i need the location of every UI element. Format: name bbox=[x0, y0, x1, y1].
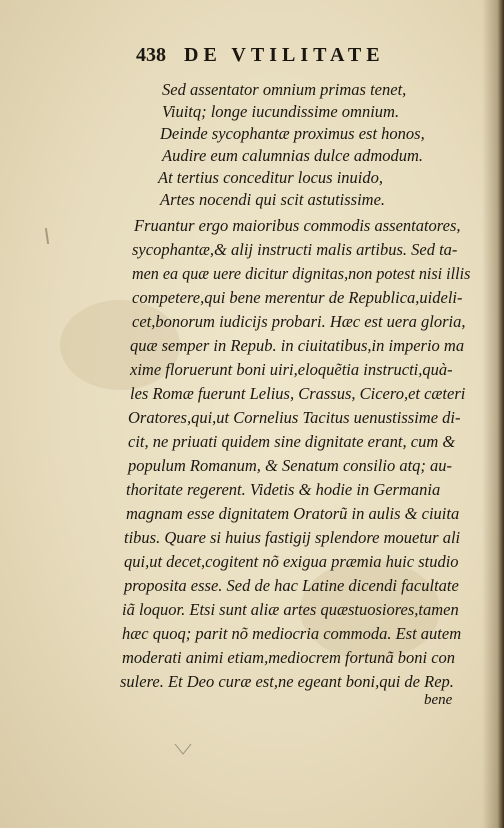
page-gutter bbox=[482, 0, 504, 828]
prose-line: hæc quoq; parit nõ mediocria commoda. Est autem bbox=[122, 624, 462, 643]
prose-line: men ea quæ uere dicitur dignitas,non potest nisi illis bbox=[132, 264, 471, 283]
pencil-mark bbox=[174, 742, 192, 756]
prose-line: xime floruerunt boni uiri,eloquẽtia instructi,quà- bbox=[130, 360, 453, 379]
running-head: DE VTILITATE bbox=[184, 44, 385, 66]
page-number: 438 bbox=[136, 44, 166, 66]
prose-line: Fruantur ergo maioribus commodis assentatores, bbox=[134, 216, 461, 235]
prose-line: quæ semper in Repub. in ciuitatibus,in imperio ma bbox=[130, 336, 465, 355]
prose-line: proposita esse. Sed de hac Latine dicendi facultate bbox=[124, 576, 459, 595]
prose-line: cit, ne priuati quidem sine dignitate erant, cum & bbox=[128, 432, 456, 451]
prose-line: populum Romanum, & Senatum consilio atq; au- bbox=[128, 456, 453, 475]
prose-line: competere,qui bene merentur de Republica,uideli- bbox=[132, 288, 463, 307]
prose-line: tibus. Quare si huius fastigij splendore mouetur ali bbox=[124, 528, 461, 547]
prose-line: sulere. Et Deo curæ est,ne egeant boni,qui de Rep. bbox=[120, 672, 454, 691]
verse-line: Artes nocendi qui scit astutissime. bbox=[160, 190, 386, 209]
prose-line: cet,bonorum iudicijs probari. Hæc est uera gloria, bbox=[132, 312, 466, 331]
prose-line: Oratores,qui,ut Cornelius Tacitus uenustissime di- bbox=[128, 408, 461, 427]
prose-line: sycophantæ,& alij instructi malis artibus. Sed ta- bbox=[132, 240, 458, 259]
page-header bbox=[136, 44, 466, 67]
verse-line: Audire eum calumnias dulce admodum. bbox=[162, 146, 424, 165]
verse-line: Viuitq; longe iucundissime omnium. bbox=[162, 102, 400, 121]
prose-line: qui,ut decet,cogitent nõ exigua præmia huic studio bbox=[124, 552, 459, 571]
verse-line: Sed assentator omnium primas tenet, bbox=[162, 80, 407, 99]
verse-line: Deinde sycophantæ proximus est honos, bbox=[160, 124, 425, 143]
prose-line: iã loquor. Etsi sunt aliæ artes quæstuosiores,tamen bbox=[122, 600, 459, 619]
prose-line: magnam esse dignitatem Oratorũ in aulis & ciuita bbox=[126, 504, 460, 523]
prose-line: les Romæ fuerunt Lelius, Crassus, Cicero,et cæteri bbox=[130, 384, 466, 403]
verse-line: At tertius conceditur locus inuido, bbox=[158, 168, 384, 187]
catchword: bene bbox=[424, 692, 453, 708]
ink-mark bbox=[45, 228, 49, 244]
prose-line: thoritate regerent. Videtis & hodie in Germania bbox=[126, 480, 441, 499]
prose-line: moderati animi etiam,mediocrem fortunã boni con bbox=[122, 648, 456, 667]
